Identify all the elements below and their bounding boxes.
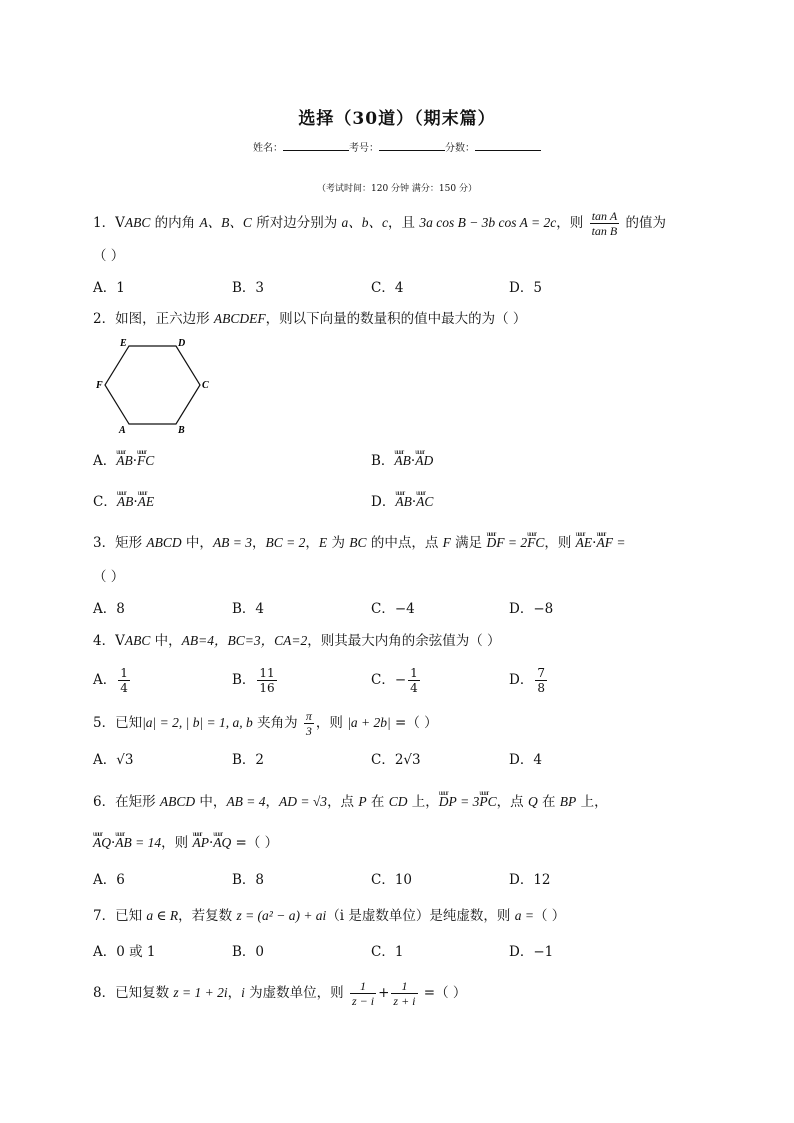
name-blank[interactable] [283,141,349,151]
q5-vector-expression: |a + 2b| [347,715,391,730]
q8-complex-number: z = 1 + 2i [173,985,228,1000]
name-label: 姓名： [253,143,283,154]
q5-option-a[interactable]: A．√3 [93,752,134,768]
hexagon-figure [96,334,216,436]
q1-angles: A、B、C [199,215,252,230]
q6-text: 6．在矩形 [93,794,160,810]
question-8-stem [93,979,466,1008]
q1-option-c[interactable]: C．4 [371,280,404,296]
q5-text: 5．已知 [93,715,143,731]
q4-option-c-fraction [408,666,420,695]
q2-text: 2．如图，正六边形 [93,311,214,327]
q2-option-d-vector-1: uuur AB [395,492,412,512]
frac-den: 4 [410,681,418,695]
q4-triangle-symbol: V [115,633,125,649]
q2-option-c[interactable] [93,492,154,512]
q3-equals: = 2 [504,535,528,550]
q6-text: 在 [537,794,560,810]
q2-option-a-vector-1: uuur AB [116,451,133,471]
q2-option-a[interactable] [93,451,154,471]
q8-text: =（ ） [419,985,467,1001]
q6-text: 上， [407,794,439,810]
q1-text: ，则 [556,215,588,231]
q1-number: 1． [93,215,116,231]
dot-operator: · [208,835,214,851]
q5-angle-fraction [304,709,314,738]
q1-frac-num: tan A [590,209,620,224]
score-label: 分数： [445,143,475,154]
q4-option-c[interactable] [371,666,422,695]
q2-option-b-vector-2: uuur AD [415,451,433,471]
q6-text: =（ ） [231,835,279,851]
q3-option-a[interactable]: A．8 [93,601,125,617]
frac-den: 16 [259,681,275,695]
q3-comma: ， [252,535,266,551]
q2-option-b-prefix: B． [371,453,395,469]
q5-vector-conditions: |a| = 2, | b| = 1, a, b [142,715,253,730]
question-4-stem [93,631,501,651]
q3-vector-fc: uuur FC [527,533,544,553]
hex-label-a: A [119,425,126,436]
q1-text: 所对边分别为 [251,215,342,231]
q1-equation: 3a cos B − 3b cos A = 2c [419,215,557,230]
q6-text: ，点 [496,794,528,810]
q6-text: 中， [195,794,227,810]
q8-text: 8．已知复数 [93,985,174,1001]
q1-triangle-symbol: V [115,215,125,231]
q3-text: 满足 [450,535,487,551]
q4-option-d[interactable] [509,666,549,695]
q4-option-a[interactable] [93,666,132,695]
q2-option-a-prefix: A． [93,453,117,469]
q4-text: ，则其最大内角的余弦值为（ ） [307,633,501,649]
q3-point-f: F [442,535,451,550]
q2-text: ，则以下向量的数量积的值中最大的为（ ） [265,311,527,327]
q6-point-p: P [358,794,367,809]
q5-text: ，则 [315,715,348,731]
q6-text: 上， [576,794,608,810]
q6-text: ，点 [327,794,359,810]
q6-vector-pc: uuur PC [479,792,496,812]
q3-text: 中， [181,535,213,551]
q7-text: ，若复数 [178,908,237,924]
q1-text: ，且 [388,215,420,231]
frac-num: 7 [537,666,545,680]
frac-den: 8 [537,681,545,695]
q3-text: 为 [327,535,350,551]
dot-operator: · [411,494,417,510]
q4-option-b[interactable] [232,666,279,695]
q4-option-c-prefix: C．− [371,672,407,688]
q8-text: 为虚数单位，则 [244,985,348,1001]
dot-operator: · [592,535,597,551]
q3-answer-paren: （ ） [93,569,125,585]
q1-text: 的内角 [150,215,200,231]
frac-den: 4 [120,681,128,695]
q3-vector-df: uuur DF [486,533,504,553]
question-5-stem [93,709,438,738]
q3-option-c[interactable]: C．−4 [371,601,415,617]
q2-option-a-vector-2: uuur FC [137,451,154,471]
hex-label-b: B [178,425,185,436]
q6-segment-bp: BP [559,794,577,809]
q4-option-d-prefix: D． [509,672,534,688]
frac-den: 3 [305,724,312,738]
frac-num: 1 [410,666,418,680]
hexagon-shape [105,346,200,424]
q6-comma: ， [265,794,280,810]
q3-bc-length: BC = 2 [265,535,306,550]
q3-equals: = [612,535,626,550]
q8-comma: ， [227,985,242,1001]
q3-option-b[interactable]: B．4 [232,601,265,617]
q6-ad: AD = √3 [279,794,328,809]
q4-option-a-fraction [118,666,130,695]
q6-rectangle-name: ABCD [159,794,196,809]
q7-text: （i 是虚数单位）是纯虚数，则 [326,908,515,924]
q6-vector-dp: uuur DP [439,792,457,812]
q1-triangle-name: ABC [124,215,151,230]
q1-sides: a、b、c [341,215,389,230]
frac-num: 1 [350,979,376,994]
q4-option-b-prefix: B． [232,672,256,688]
q7-option-a[interactable]: A．0 或 1 [93,944,156,960]
q4-triangle-name: ABC [124,633,151,648]
exam-info: （考试时间：120 分钟 满分：150 分） [317,184,477,194]
q6-ab: AB = 4 [226,794,266,809]
q4-text: 中， [150,633,182,649]
q6-equals: = 3 [456,794,480,809]
q1-fraction [590,209,620,238]
q1-text: 的值为 [621,215,667,231]
q2-option-c-prefix: C． [93,494,117,510]
q2-option-d[interactable] [371,492,433,512]
q3-ab: AB = 3 [212,535,253,550]
q6-option-d[interactable]: D．12 [509,872,551,888]
q8-imaginary-unit: i [241,985,245,1000]
question-1-stem [93,209,666,238]
q1-frac-den: tan B [591,224,618,238]
q4-sides: AB=4，BC=3，CA=2 [181,633,308,648]
q3-vector-af: uuur AF [596,533,613,553]
q2-option-d-vector-2: uuur AC [416,492,433,512]
question-3-stem [93,533,625,553]
q3-rectangle-name: ABCD [146,535,182,550]
hex-label-e: E [120,338,127,349]
dot-operator: · [132,453,138,469]
q1-answer-paren: （ ） [93,248,125,264]
student-info-row [0,139,794,154]
frac-den: z + i [393,994,416,1008]
q5-text: =（ ） [390,715,438,731]
score-blank[interactable] [475,141,541,151]
q3-segment-bc: BC [349,535,367,550]
hex-label-d: D [178,338,186,349]
frac-num: π [305,709,312,723]
q5-text: 夹角为 [252,715,302,731]
q7-complex-number: z = (a² − a) + ai [236,908,327,923]
dot-operator: · [133,494,138,510]
q6-text: ，则 [161,835,193,851]
q7-option-d[interactable]: D．−1 [509,944,554,960]
q2-option-c-vector-2: uuur AE [138,492,155,512]
q3-comma: ， [305,535,319,551]
q7-text: （ ） [533,908,566,924]
frac-num: 1 [391,979,417,994]
q6-text: 在 [366,794,389,810]
q6-option-b[interactable]: B．8 [232,872,265,888]
q3-option-d[interactable]: D．−8 [509,601,554,617]
question-6-stem-line-1 [93,792,608,812]
q2-option-b-vector-1: uuur AB [394,451,411,471]
q6-segment-cd: CD [388,794,408,809]
q6-vector-ap: uuur AP [192,833,209,853]
q7-text: 7．已知 [93,908,147,924]
q1-option-a[interactable]: A．1 [93,280,125,296]
exam-no-blank[interactable] [379,141,445,151]
q4-option-a-prefix: A． [93,672,117,688]
q1-option-b[interactable]: B．3 [232,280,265,296]
plus-operator: + [378,985,390,1001]
q8-fraction-1 [350,979,376,1008]
q2-hexagon-name: ABCDEF [213,311,266,326]
q3-vector-ae: uuur AE [576,533,593,553]
q6-point-q: Q [527,794,538,809]
hex-label-c: C [202,380,209,391]
q3-point-e: E [318,535,328,550]
q8-fraction-2 [391,979,417,1008]
q5-option-c[interactable]: C．2√3 [371,752,421,768]
question-2-stem [93,309,526,329]
q4-number: 4． [93,633,116,649]
q4-option-d-fraction [535,666,547,695]
q6-option-c[interactable]: C．10 [371,872,413,888]
q6-option-a[interactable]: A．6 [93,872,125,888]
exam-no-label: 考号： [349,143,379,154]
q6-vector-ab: uuur AB [115,833,132,853]
q3-text: 的中点，点 [366,535,443,551]
q7-condition: a ∈ R [146,908,179,923]
q2-option-d-prefix: D． [371,494,396,510]
dot-operator: · [111,835,116,851]
q6-equals: = 14 [131,835,162,850]
frac-num: 11 [259,666,275,680]
frac-num: 1 [120,666,128,680]
q6-vector-aq: uuur AQ [213,833,231,853]
q7-variable: a = [514,908,534,923]
q7-option-b[interactable]: B．0 [232,944,265,960]
page-title: 选择（30道）（期末篇） [298,109,496,129]
q5-option-b[interactable]: B．2 [232,752,265,768]
q3-text: ，则 [544,535,576,551]
q2-option-c-vector-1: uuur AB [117,492,134,512]
q7-option-c[interactable]: C．1 [371,944,404,960]
question-7-stem [93,906,565,926]
q1-option-d[interactable]: D．5 [509,280,542,296]
q2-option-b[interactable] [371,451,433,471]
q5-option-d[interactable]: D．4 [509,752,542,768]
hex-label-f: F [96,380,103,391]
q4-option-b-fraction [257,666,276,695]
question-6-stem-line-2 [93,833,278,853]
dot-operator: · [410,453,416,469]
frac-den: z − i [351,994,375,1008]
q3-text: 3．矩形 [93,535,147,551]
q6-vector-aq: uuur AQ [93,833,111,853]
